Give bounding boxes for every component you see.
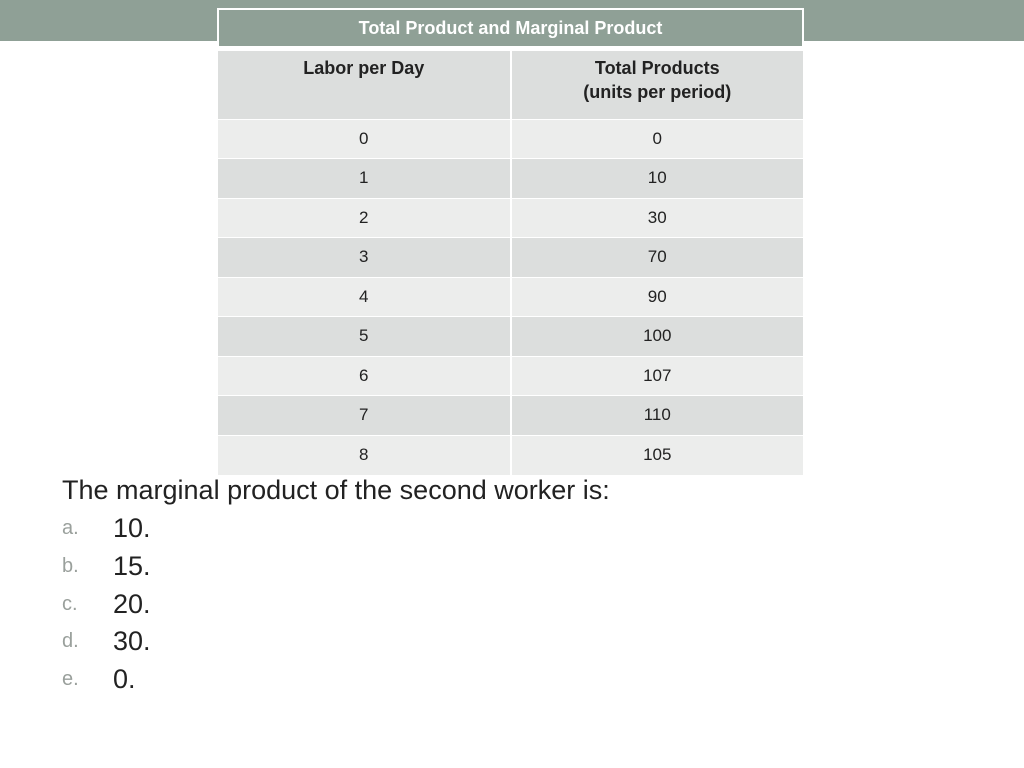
total-products-cell: 70 <box>511 238 804 278</box>
table-row <box>218 159 803 199</box>
column-header-labor: Labor per Day <box>218 51 511 119</box>
choice-text: 20. <box>113 588 151 619</box>
answer-choices <box>62 510 151 698</box>
labor-cell: 7 <box>218 396 511 436</box>
total-products-cell: 0 <box>511 119 804 159</box>
answer-choice-e <box>62 661 151 699</box>
table-title: Total Product and Marginal Product <box>218 9 803 47</box>
table-header-row <box>218 51 803 119</box>
total-products-cell: 90 <box>511 277 804 317</box>
total-products-cell: 100 <box>511 317 804 357</box>
column-header-total-products: Total Products (units per period) <box>511 51 804 119</box>
choice-letter: a. <box>62 517 79 540</box>
labor-cell: 6 <box>218 356 511 396</box>
labor-cell: 1 <box>218 159 511 199</box>
choice-letter: d. <box>62 630 79 653</box>
answer-choice-c <box>62 585 151 623</box>
choice-text: 10. <box>113 513 151 544</box>
labor-cell: 0 <box>218 119 511 159</box>
table-row <box>218 317 803 357</box>
table-row <box>218 198 803 238</box>
table-row <box>218 356 803 396</box>
total-products-cell: 105 <box>511 435 804 475</box>
choice-letter: c. <box>62 592 78 615</box>
labor-cell: 5 <box>218 317 511 357</box>
labor-cell: 8 <box>218 435 511 475</box>
product-table <box>217 8 804 475</box>
choice-text: 15. <box>113 551 151 582</box>
total-products-cell: 107 <box>511 356 804 396</box>
answer-choice-d <box>62 623 151 661</box>
choice-text: 0. <box>113 664 136 695</box>
choice-letter: e. <box>62 668 79 691</box>
total-products-cell: 110 <box>511 396 804 436</box>
product-table-container <box>217 8 804 475</box>
labor-cell: 4 <box>218 277 511 317</box>
table-row <box>218 396 803 436</box>
question-text: The marginal product of the second worker is: <box>62 475 610 505</box>
table-caption-row <box>218 9 803 47</box>
total-products-cell: 10 <box>511 159 804 199</box>
choice-text: 30. <box>113 626 151 657</box>
answer-choice-a <box>62 510 151 548</box>
table-row <box>218 277 803 317</box>
answer-choice-b <box>62 548 151 586</box>
total-products-cell: 30 <box>511 198 804 238</box>
labor-cell: 2 <box>218 198 511 238</box>
table-row <box>218 435 803 475</box>
table-row <box>218 119 803 159</box>
labor-cell: 3 <box>218 238 511 278</box>
choice-letter: b. <box>62 555 79 578</box>
table-row <box>218 238 803 278</box>
